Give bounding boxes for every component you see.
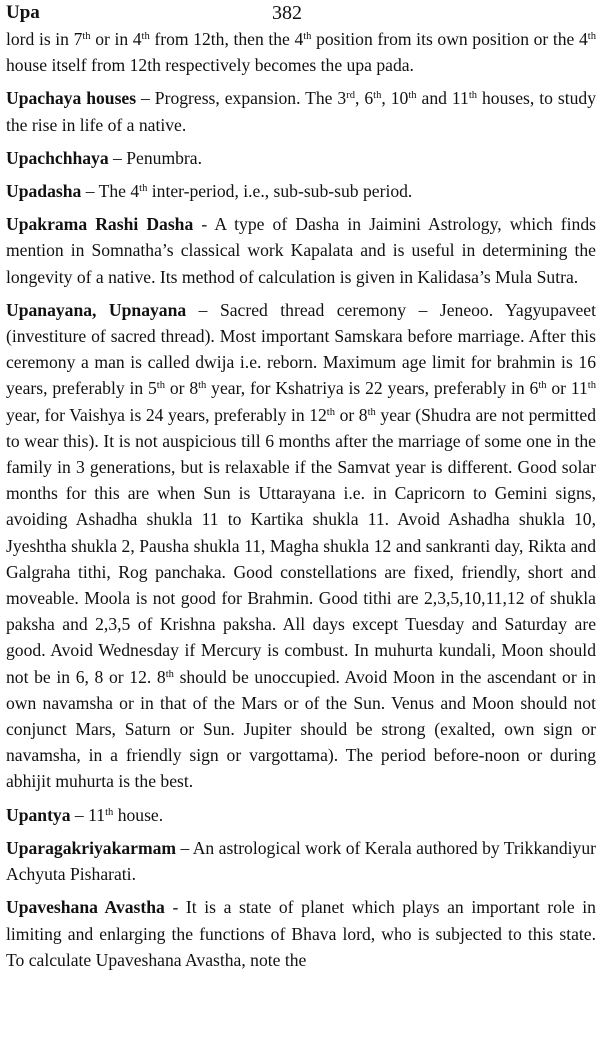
dictionary-entry <box>6 85 596 137</box>
entry-term: Upanayana, Upnayana <box>6 299 187 320</box>
entry-term: Upadasha <box>6 181 82 202</box>
page-number: 382 <box>272 2 302 24</box>
running-head: Upa <box>6 2 40 23</box>
dictionary-entry <box>6 297 596 795</box>
entry-definition: – 11th house. <box>70 804 164 825</box>
entry-term: Upantya <box>6 804 71 825</box>
dictionary-entry <box>6 26 596 78</box>
entry-term: Uparagakriyakarmam <box>6 837 177 858</box>
entry-definition: lord is in 7th or in 4th from 12th, then the 4th position from its own position or the 4th house itself from 12th respectively becomes the upa pada. <box>6 29 596 76</box>
entry-term: Upaveshana Avastha <box>6 897 165 918</box>
entry-definition: – Sacred thread ceremony – Jeneoo. Yagyupaveet (investiture of sacred thread). Most important Samskara before marriage. After this ceremony a man is called dwija i.e. reborn. Maximum age limit for brahmin is 16 years, preferably in 5th or 8th year, for Kshatriya is 22 years, preferably in 6th or 11th year, for Vaishya is 24 years, preferably in 12th or 8th year (Shudra are not permitted to wear this). It is not auspicious till 6 months after the marriage of some one in the family in 3 generations, but is relaxable if the Samvat year is different. Good solar months for this are when Sun is Uttarayana i.e. in Capricorn to Gemini signs, avoiding Ashadha shukla 11 to Kartika shukla 11. Avoid Ashadha shukla 10, Jyeshtha shukla 2, Pausha shukla 11, Magha shukla 12 and sankranti day, Rikta and Galgraha tithi, Rog panchaka. Good constellations are fixed, friendly, short and moveable. Moola is not good for Brahmin. Good tithi are 2,3,5,10,11,12 of shukla paksha and 2,3,5 of Krishna paksha. All days except Tuesday and Saturday are good. Avoid Wednesday if Mercury is combust. In muhurta kundali, Moon should not be in 6, 8 or 12. 8th should be unoccupied. Avoid Moon in the ascendant or in own navamsha or in that of the Mars or of the Sun. Venus and Moon should not conjunct Mars, Saturn or Sun. Jupiter should be strong (exalted, own sign or navamsha, in a friendly sign or vargottama). The period before-noon or during abhijit muhurta is the best. <box>6 299 597 792</box>
dictionary-entry <box>6 178 596 204</box>
dictionary-entry <box>6 835 596 887</box>
entry-definition: – Progress, expansion. The 3rd, 6th, 10th and 11th houses, to study the rise in life of a native. <box>6 88 596 135</box>
entry-list <box>6 26 596 973</box>
dictionary-entry <box>6 894 596 973</box>
dictionary-entry <box>6 145 596 171</box>
entry-definition: – An astrological work of Kerala authored by Trikkandiyur Achyuta Pisharati. <box>6 837 596 885</box>
entry-definition: – The 4th inter-period, i.e., sub-sub-sub period. <box>81 181 413 202</box>
page-header <box>6 0 596 26</box>
entry-definition: – Penumbra. <box>108 147 202 168</box>
entry-term: Upakrama Rashi Dasha <box>6 214 194 235</box>
dictionary-entry <box>6 211 596 290</box>
entry-definition: - A type of Dasha in Jaimini Astrology, which finds mention in Somnatha’s classical work Kapalata and is useful in determining the longevity of a native. Its method of calculation is given in Kalidasa’s Mula Sutra. <box>6 214 596 287</box>
dictionary-entry <box>6 802 596 828</box>
entry-term: Upachaya houses <box>6 88 137 109</box>
entry-definition: - It is a state of planet which plays an important role in limiting and enlarging the functions of Bhava lord, who is subjected to this state. To calculate Upaveshana Avastha, note the <box>6 897 596 970</box>
entry-term: Upachchhaya <box>6 147 109 168</box>
